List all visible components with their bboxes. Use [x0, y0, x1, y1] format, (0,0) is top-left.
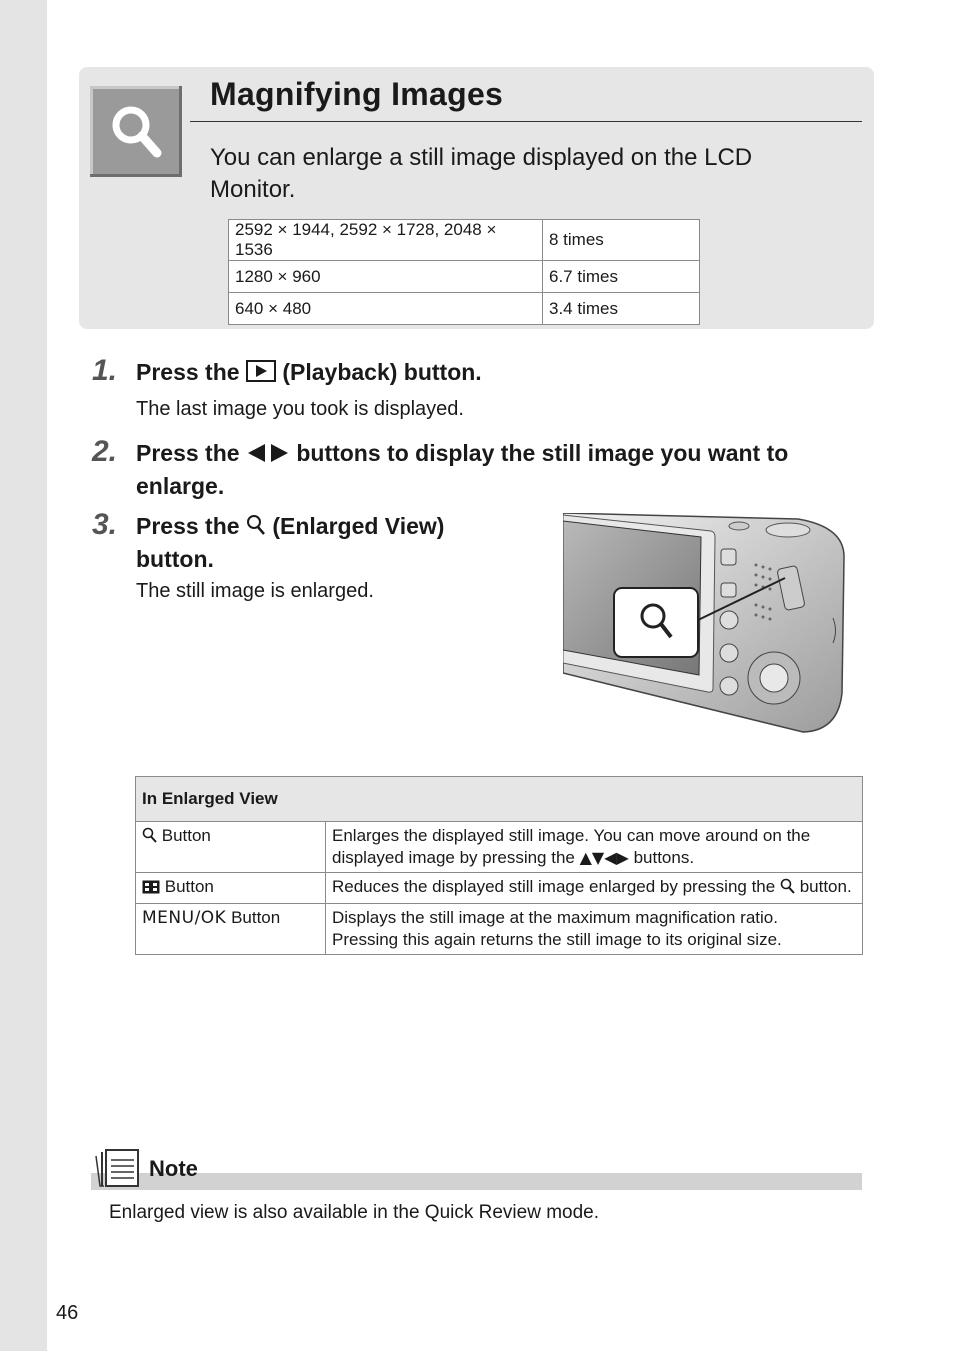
magnifier-icon: [246, 513, 266, 544]
description-cell: [326, 822, 863, 873]
magnifier-icon: [780, 878, 795, 900]
intro-text: You can enlarge a still image displayed on the LCD Monitor.: [210, 144, 753, 203]
size-cell: 1280 × 960: [229, 261, 543, 293]
table-heading: In Enlarged View: [136, 777, 863, 822]
thumbnail-grid-icon: [142, 878, 160, 900]
step-heading-text: (Playback) button.: [282, 359, 482, 385]
step-heading: [136, 438, 866, 502]
page-title: Magnifying Images: [210, 76, 504, 112]
resolution-table: [228, 219, 700, 325]
description-text: Pressing this again returns the still image to its original size.: [332, 930, 782, 949]
button-name-cell: [136, 822, 326, 873]
step-heading-text: (Enlarged View) button.: [136, 513, 445, 572]
step-heading-text: Press the: [136, 359, 240, 385]
table-row: [229, 220, 700, 261]
button-label: Button: [164, 877, 214, 896]
page-side-strip: [0, 0, 47, 1351]
button-label: Button: [161, 826, 211, 845]
magnification-cell: 3.4 times: [543, 293, 700, 325]
magnification-cell: 6.7 times: [543, 261, 700, 293]
button-label: Button: [231, 908, 281, 927]
magnification-cell: 8 times: [543, 220, 700, 261]
description-text: Reduces the displayed still image enlarged by pressing the: [332, 877, 776, 896]
enlarged-view-table: [135, 776, 863, 955]
note-text: Enlarged view is also available in the Quick Review mode.: [109, 1202, 600, 1223]
step-body: The still image is enlarged.: [136, 580, 374, 602]
note-icon: [94, 1148, 142, 1195]
step-number: 2.: [92, 435, 118, 468]
size-cell: 2592 × 1944, 2592 × 1728, 2048 × 1536: [229, 220, 543, 261]
description-text: Displays the still image at the maximum magnification ratio.: [332, 908, 778, 927]
description-text: button.: [799, 877, 852, 896]
note-bar: [91, 1173, 862, 1190]
table-row: [136, 822, 863, 873]
magnifier-icon: [142, 827, 157, 849]
step-heading-text: Press the: [136, 513, 240, 539]
step-heading: [136, 511, 496, 575]
step-heading: [136, 357, 482, 390]
table-header-row: [136, 777, 863, 822]
title-rule: [190, 121, 862, 122]
step-heading-text: Press the: [136, 440, 240, 466]
description-text: buttons.: [633, 848, 695, 867]
arrow-buttons-icon: ▲▼◀▶: [579, 848, 629, 867]
playback-icon: [246, 359, 276, 390]
description-cell: [326, 904, 863, 955]
menu-ok-label: MENU/OK: [142, 908, 227, 928]
button-name-cell: [136, 904, 326, 955]
camera-illustration: [563, 513, 848, 740]
description-cell: [326, 873, 863, 904]
table-row: [136, 873, 863, 904]
table-row: [136, 904, 863, 955]
left-right-arrows-icon: [246, 440, 290, 471]
step-heading-text: buttons to display the still image you want to enlarge.: [136, 440, 789, 499]
page-number: 46: [56, 1302, 79, 1324]
button-name-cell: [136, 873, 326, 904]
magnifier-icon: [90, 86, 182, 177]
step-body: The last image you took is displayed.: [136, 398, 464, 420]
table-row: [229, 261, 700, 293]
note-label: Note: [149, 1156, 198, 1181]
description-text: Enlarges the displayed still image. You can move around on the displayed image by pressing the: [332, 826, 811, 867]
step-number: 3.: [92, 508, 118, 541]
table-row: [229, 293, 700, 325]
size-cell: 640 × 480: [229, 293, 543, 325]
step-number: 1.: [92, 354, 118, 387]
